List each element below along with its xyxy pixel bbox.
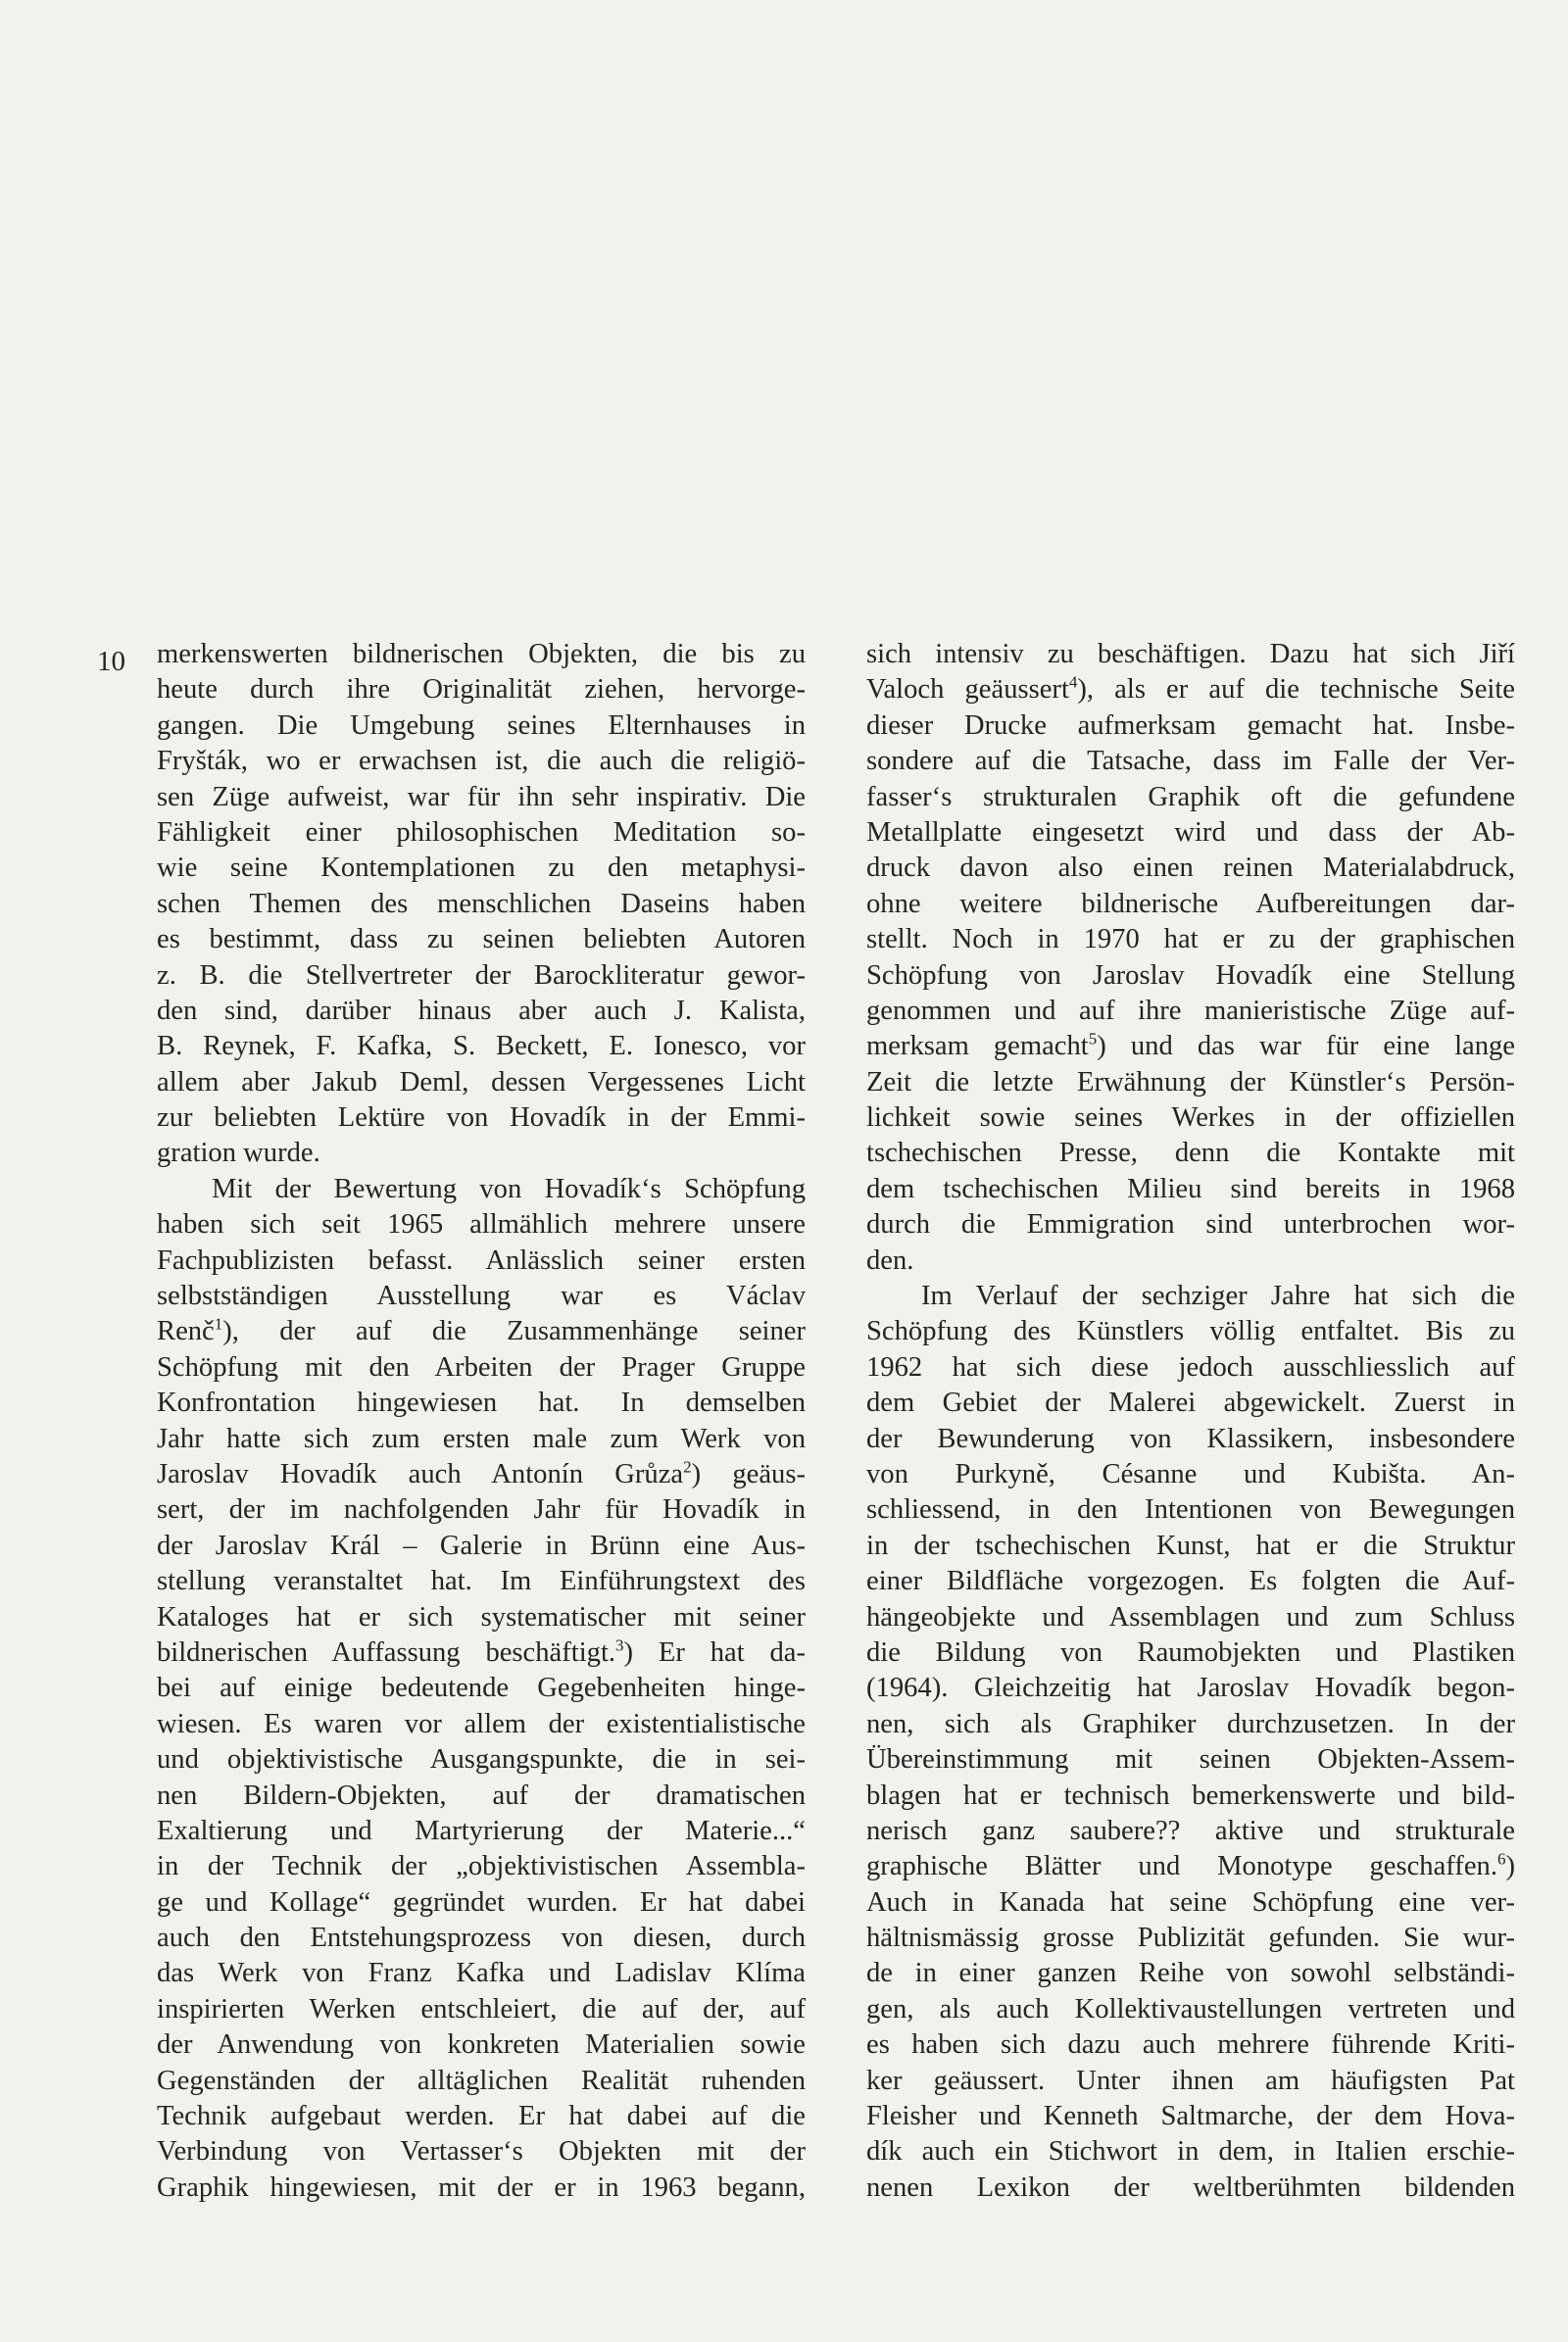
text-line xyxy=(866,2027,1515,2063)
text-line xyxy=(866,1492,1515,1528)
text-segment: ohne weitere bildnerische Aufbereitungen dar- xyxy=(866,888,1515,919)
text-line xyxy=(866,1921,1515,1956)
text-line xyxy=(866,2099,1515,2134)
text-line xyxy=(157,1600,806,1635)
text-line xyxy=(157,1207,806,1243)
text-line xyxy=(866,994,1515,1029)
text-line xyxy=(157,2171,806,2206)
text-segment: dem tschechischen Milieu sind bereits in 1968 xyxy=(866,1173,1515,1204)
text-segment: Auch in Kanada hat seine Schöpfung eine ver- xyxy=(866,1886,1515,1918)
text-segment: lichkeit sowie seines Werkes in der offiziellen xyxy=(866,1102,1515,1134)
text-line xyxy=(157,672,806,707)
text-line xyxy=(157,1921,806,1956)
text-segment: nerisch ganz saubere?? aktive und strukturale xyxy=(866,1815,1515,1846)
text-segment: zur beliebten Lektüre von Hovadík in der Emmi- xyxy=(157,1102,806,1134)
text-line xyxy=(157,1849,806,1884)
text-segment: nen, sich als Graphiker durchzusetzen. In der xyxy=(866,1708,1515,1739)
footnote-ref: 2 xyxy=(683,1457,692,1477)
text-line xyxy=(157,1564,806,1599)
text-line xyxy=(866,1350,1515,1386)
text-segment: Graphik hingewiesen, mit der er in 1963 begann, xyxy=(157,2171,806,2203)
text-segment: ) Er hat da- xyxy=(623,1636,806,1668)
text-segment: Schöpfung des Künstlers völlig entfaltet. Bis zu xyxy=(866,1316,1515,1347)
text-line xyxy=(157,1635,806,1671)
text-segment: hängeobjekte und Assemblagen und zum Schluss xyxy=(866,1601,1515,1633)
text-line xyxy=(157,1065,806,1100)
text-line xyxy=(866,922,1515,957)
text-segment: bildnerischen Auffassung beschäftigt. xyxy=(157,1636,616,1668)
text-segment: dík auch ein Stichwort in dem, in Italien erschie- xyxy=(866,2136,1515,2168)
text-segment: und objektivistische Ausgangspunkte, die in sei- xyxy=(157,1744,806,1776)
text-line xyxy=(157,1529,806,1564)
text-segment: sen Züge aufweist, war für ihn sehr inspirativ. Die xyxy=(157,781,806,812)
text-line xyxy=(866,1529,1515,1564)
text-segment: Exaltierung und Martyrierung der Materie...“ xyxy=(157,1815,806,1846)
text-line xyxy=(157,887,806,922)
text-line xyxy=(866,1172,1515,1207)
text-line xyxy=(866,887,1515,922)
text-segment: durch die Emmigration sind unterbrochen wor- xyxy=(866,1209,1515,1241)
text-segment: der Anwendung von konkreten Materialien sowie xyxy=(157,2029,806,2061)
text-segment: ) xyxy=(1505,1851,1515,1882)
text-line xyxy=(157,1492,806,1528)
text-line xyxy=(157,1956,806,1991)
text-segment: Mit der Bewertung von Hovadík‘s Schöpfung xyxy=(212,1173,806,1204)
text-line xyxy=(866,1207,1515,1243)
text-line xyxy=(157,744,806,779)
text-segment: inspirierten Werken entschleiert, die auf der, auf xyxy=(157,1993,806,2025)
text-line xyxy=(157,1422,806,1457)
text-line xyxy=(157,1350,806,1386)
text-segment: Schöpfung von Jaroslav Hovadík eine Stellung xyxy=(866,959,1515,991)
text-segment: Schöpfung mit den Arbeiten der Prager Gruppe xyxy=(157,1351,806,1383)
text-segment: in der Technik der „objektivistischen Assembla- xyxy=(157,1851,806,1882)
text-segment: wie seine Kontemplationen zu den metaphysi- xyxy=(157,853,806,884)
footnote-ref: 4 xyxy=(1068,672,1078,692)
text-line xyxy=(866,1779,1515,1814)
text-line xyxy=(157,1029,806,1064)
text-line xyxy=(866,1457,1515,1492)
text-segment: es haben sich dazu auch mehrere führende Kriti- xyxy=(866,2029,1515,2061)
text-segment: dieser Drucke aufmerksam gemacht hat. Insbe- xyxy=(866,709,1515,741)
text-line xyxy=(866,1422,1515,1457)
text-line xyxy=(157,958,806,994)
text-segment: de in einer ganzen Reihe von sowohl selbständi- xyxy=(866,1958,1515,1989)
text-segment: stellung veranstaltet hat. Im Einführungstext des xyxy=(157,1566,806,1597)
text-line xyxy=(866,1279,1515,1314)
text-line xyxy=(866,851,1515,886)
text-segment: ) und das war für eine lange xyxy=(1097,1031,1515,1062)
text-segment: Jaroslav Hovadík auch Antonín Grůza xyxy=(157,1458,684,1489)
text-segment: Fachpublizisten befasst. Anlässlich seiner ersten xyxy=(157,1244,806,1276)
text-line xyxy=(157,1100,806,1136)
text-line xyxy=(866,1244,1515,1279)
text-line xyxy=(866,1029,1515,1064)
text-line xyxy=(157,1172,806,1207)
text-line xyxy=(157,2134,806,2170)
text-line xyxy=(157,1671,806,1706)
text-segment: genommen und auf ihre manieristische Züge auf- xyxy=(866,995,1515,1026)
page-number: 10 xyxy=(97,646,125,677)
text-segment: z. B. die Stellvertreter der Barockliteratur gewor- xyxy=(157,959,806,991)
text-line xyxy=(157,1457,806,1492)
text-line xyxy=(157,1244,806,1279)
text-line xyxy=(157,2064,806,2099)
right-text-column xyxy=(866,637,1515,2206)
text-line xyxy=(157,922,806,957)
text-segment: Im Verlauf der sechziger Jahre hat sich die xyxy=(921,1281,1515,1312)
text-segment: fasser‘s strukturalen Graphik oft die gefundene xyxy=(866,781,1515,812)
text-line xyxy=(866,958,1515,994)
text-segment: Konfrontation hingewiesen hat. In demselben xyxy=(157,1388,806,1419)
text-segment: sert, der im nachfolgenden Jahr für Hovadík in xyxy=(157,1494,806,1526)
text-line xyxy=(866,1564,1515,1599)
text-line xyxy=(866,780,1515,815)
text-segment: graphische Blätter und Monotype geschaffen. xyxy=(866,1851,1497,1882)
text-segment: schliessend, in den Intentionen von Bewegungen xyxy=(866,1494,1515,1526)
text-segment: ge und Kollage“ gegründet wurden. Er hat dabei xyxy=(157,1886,806,1918)
text-line xyxy=(866,2171,1515,2206)
text-segment: es bestimmt, dass zu seinen beliebten Autoren xyxy=(157,924,806,955)
text-segment: gangen. Die Umgebung seines Elternhauses in xyxy=(157,709,806,741)
text-line xyxy=(157,1885,806,1921)
text-line xyxy=(866,2064,1515,2099)
text-line xyxy=(866,1600,1515,1635)
text-line xyxy=(157,815,806,851)
text-segment: Valoch geäussert xyxy=(866,674,1069,706)
text-segment: Zeit die letzte Erwähnung der Künstler‘s Persön- xyxy=(866,1066,1515,1098)
text-line xyxy=(157,1814,806,1849)
text-segment: tschechischen Presse, denn die Kontakte mit xyxy=(866,1138,1515,1169)
text-line xyxy=(866,1992,1515,2027)
text-segment: ) geäus- xyxy=(691,1458,806,1489)
text-line xyxy=(866,1635,1515,1671)
text-line xyxy=(157,1136,806,1171)
text-line xyxy=(157,1707,806,1742)
text-segment: den sind, darüber hinaus aber auch J. Kalista, xyxy=(157,995,806,1026)
text-line xyxy=(866,708,1515,744)
text-line xyxy=(866,637,1515,672)
text-line xyxy=(157,2099,806,2134)
text-segment: Renč xyxy=(157,1316,215,1347)
text-line xyxy=(866,1707,1515,1742)
text-segment: Übereinstimmung mit seinen Objekten-Assem- xyxy=(866,1744,1515,1776)
text-segment: dem Gebiet der Malerei abgewickelt. Zuerst in xyxy=(866,1388,1515,1419)
text-line xyxy=(157,708,806,744)
text-segment: B. Reynek, F. Kafka, S. Beckett, E. Ionesco, vor xyxy=(157,1031,806,1062)
text-line xyxy=(866,815,1515,851)
text-segment: Fähligkeit einer philosophischen Meditation so- xyxy=(157,816,806,848)
text-line xyxy=(866,1742,1515,1778)
text-segment: von Purkyně, Césanne und Kubišta. An- xyxy=(866,1458,1515,1489)
footnote-ref: 5 xyxy=(1088,1029,1098,1049)
text-segment: Kataloges hat er sich systematischer mit seiner xyxy=(157,1601,806,1633)
text-line xyxy=(157,994,806,1029)
text-segment: der Bewunderung von Klassikern, insbesondere xyxy=(866,1423,1515,1454)
left-text-column xyxy=(157,637,806,2206)
text-segment: ker geäussert. Unter ihnen am häufigsten Pat xyxy=(866,2065,1515,2096)
text-segment: der Jaroslav Král – Galerie in Brünn eine Aus- xyxy=(157,1530,806,1561)
text-line xyxy=(157,1742,806,1778)
text-segment: das Werk von Franz Kafka und Ladislav Klíma xyxy=(157,1958,806,1989)
text-line xyxy=(157,2027,806,2063)
text-segment: ), als er auf die technische Seite xyxy=(1077,674,1516,706)
text-segment: einer Bildfläche vorgezogen. Es folgten die Auf- xyxy=(866,1566,1515,1597)
footnote-ref: 3 xyxy=(615,1635,624,1655)
text-segment: Jahr hatte sich zum ersten male zum Werk von xyxy=(157,1423,806,1454)
footnote-ref: 6 xyxy=(1496,1849,1506,1869)
text-line xyxy=(866,1956,1515,1991)
text-segment: Verbindung von Vertasser‘s Objekten mit der xyxy=(157,2136,806,2168)
text-line xyxy=(157,1314,806,1349)
text-line xyxy=(866,1100,1515,1136)
text-line xyxy=(866,1885,1515,1921)
text-line xyxy=(157,637,806,672)
text-segment: allem aber Jakub Deml, dessen Vergessenes Licht xyxy=(157,1066,806,1098)
text-line xyxy=(157,780,806,815)
text-segment: ), der auf die Zusammenhänge seiner xyxy=(222,1316,806,1347)
text-line xyxy=(866,1814,1515,1849)
text-segment: haben sich seit 1965 allmählich mehrere unsere xyxy=(157,1209,806,1241)
text-segment: heute durch ihre Originalität ziehen, hervorge- xyxy=(157,674,806,706)
text-segment: blagen hat er technisch bemerkenswerte und bild- xyxy=(866,1780,1515,1811)
text-segment: hältnismässig grosse Publizität gefunden. Sie wur- xyxy=(866,1923,1515,1954)
text-segment: den. xyxy=(866,1244,914,1276)
text-line xyxy=(157,851,806,886)
text-line xyxy=(157,1386,806,1421)
text-segment: Fryšták, wo er erwachsen ist, die auch die religiö- xyxy=(157,746,806,777)
text-segment: selbstständigen Ausstellung war es Václav xyxy=(157,1281,806,1312)
text-segment: Fleisher und Kenneth Saltmarche, der dem Hova- xyxy=(866,2101,1515,2132)
text-segment: nen Bildern-Objekten, auf der dramatischen xyxy=(157,1780,806,1811)
text-line xyxy=(157,1279,806,1314)
text-segment: Metallplatte eingesetzt wird und dass der Ab- xyxy=(866,816,1515,848)
text-segment: wiesen. Es waren vor allem der existentialistische xyxy=(157,1708,806,1739)
text-segment: druck davon also einen reinen Materialabdruck, xyxy=(866,853,1515,884)
text-line xyxy=(866,1314,1515,1349)
text-segment: bei auf einige bedeutende Gegebenheiten hinge- xyxy=(157,1673,806,1704)
text-segment: merkenswerten bildnerischen Objekten, die bis zu xyxy=(157,639,806,669)
text-segment: gen, als auch Kollektivaustellungen vertreten und xyxy=(866,1993,1515,2025)
text-line xyxy=(866,1849,1515,1884)
text-line xyxy=(866,744,1515,779)
text-segment: in der tschechischen Kunst, hat er die Struktur xyxy=(866,1530,1515,1561)
text-segment: Technik aufgebaut werden. Er hat dabei auf die xyxy=(157,2101,806,2132)
text-segment: (1964). Gleichzeitig hat Jaroslav Hovadík begon- xyxy=(866,1673,1515,1704)
text-segment: sich intensiv zu beschäftigen. Dazu hat sich Jiří xyxy=(866,639,1515,669)
text-segment: 1962 hat sich diese jedoch ausschliesslich auf xyxy=(866,1351,1515,1383)
text-segment: die Bildung von Raumobjekten und Plastiken xyxy=(866,1636,1515,1668)
text-segment: sondere auf die Tatsache, dass im Falle der Ver- xyxy=(866,746,1515,777)
text-segment: gration wurde. xyxy=(157,1138,320,1169)
text-segment: merksam gemacht xyxy=(866,1031,1089,1062)
text-line xyxy=(866,1671,1515,1706)
text-segment: Gegenständen der alltäglichen Realität ruhenden xyxy=(157,2065,806,2096)
text-line xyxy=(866,672,1515,707)
text-line xyxy=(157,1992,806,2027)
text-line xyxy=(866,1386,1515,1421)
text-segment: auch den Entstehungsprozess von diesen, durch xyxy=(157,1923,806,1954)
text-line xyxy=(866,1136,1515,1171)
text-line xyxy=(866,2134,1515,2170)
text-segment: nenen Lexikon der weltberühmten bildenden xyxy=(866,2171,1515,2203)
text-segment: schen Themen des menschlichen Daseins haben xyxy=(157,888,806,919)
text-segment: stellt. Noch in 1970 hat er zu der graphischen xyxy=(866,924,1515,955)
text-line xyxy=(866,1065,1515,1100)
footnote-ref: 1 xyxy=(214,1314,223,1334)
text-line xyxy=(157,1779,806,1814)
